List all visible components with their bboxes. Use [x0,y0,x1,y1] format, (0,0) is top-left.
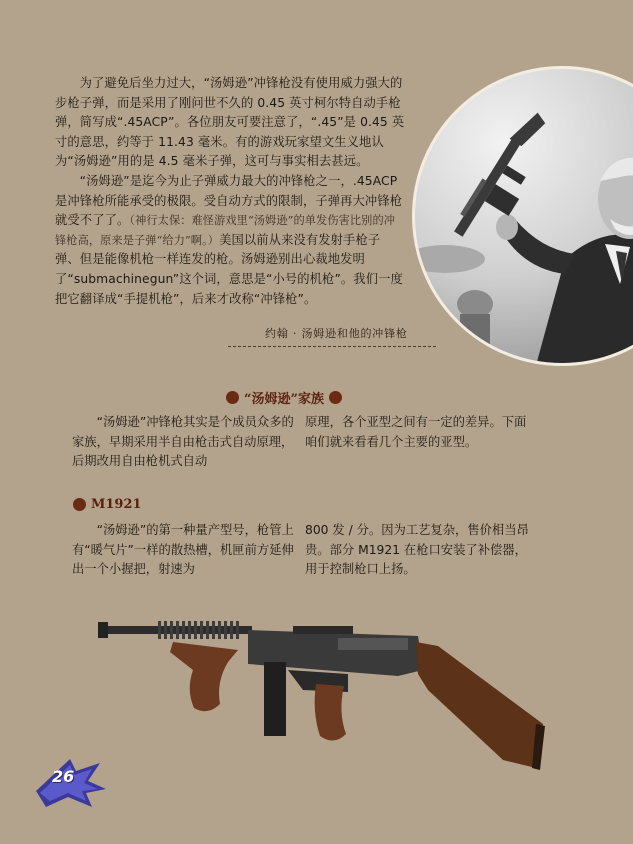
tommy-gun-icon [98,612,548,772]
caption-divider [228,346,436,347]
intro-paragraph-2-a: “汤姆逊”是迄今为止子弹威力最大的冲锋枪之一，.45ACP 是冲锋枪所能承受的极限。受自动方式的限制，子弹再大冲锋枪就受不了了。 [55,173,403,228]
intro-paragraph-1: 为了避免后坐力过大，“汤姆逊”冲锋枪没有使用威力强大的步枪子弹，而是采用了刚问世不久的 0.45 英寸柯尔特自动手枪弹，简写成“.45ACP”。各位朋友可要注意了，“.45”是 0.45 英寸的意思，约等于 11.43 毫米。有的游戏玩家望文生义地认为“汤姆逊”用的是 4.5 毫米子弹，这可与事实相去甚远。 [55,76,405,169]
intro-text [55,74,405,309]
m1921-section-title [73,497,142,512]
intro-paragraph-2 [55,172,405,309]
family-text-left: “汤姆逊”冲锋枪其实是个成员众多的家族，早期采用半自由枪击式自动原理，后期改用自由枪机式自动 [72,415,294,469]
photo-caption: 约翰 · 汤姆逊和他的冲锋枪 [265,327,408,340]
thompson-portrait-photo [412,66,633,366]
family-text-right: 原理，各个亚型之间有一定的差异。下面咱们就来看看几个主要的亚型。 [305,415,527,449]
editor-note: （神行太保：难怪游戏里“汤姆逊”的单发伤害比别的冲锋枪高，原来是子弹“给力”啊。） [55,214,396,247]
family-title-text: “汤姆逊”家族 [244,392,324,407]
man-with-gun-icon [415,69,633,366]
intro-paragraph-2-b: 美国以前从来没有发射手枪子弹、但是能像机枪一样连发的枪。汤姆逊别出心裁地发明了“submachinegun”这个词，意思是“小号的机枪”。我们一度把它翻译成“手提机枪”，后来才改称“冲锋枪”。 [55,232,403,306]
bullet-dot-icon [226,391,239,404]
bullet-dot-icon [73,498,86,511]
m1921-text-right: 800 发 / 分。因为工艺复杂，售价相当昂贵。部分 M1921 在枪口安装了补偿器，用于控制枪口上扬。 [305,523,529,577]
m1921-text-left: “汤姆逊”的第一种量产型号，枪管上有“暖气片”一样的散热槽，机匣前方延伸出一个小握把，射速为 [72,523,294,577]
family-section-title [226,388,342,407]
page-number: 26 [52,767,75,786]
m1921-title-text: M1921 [91,497,142,512]
bullet-dot-icon [329,391,342,404]
